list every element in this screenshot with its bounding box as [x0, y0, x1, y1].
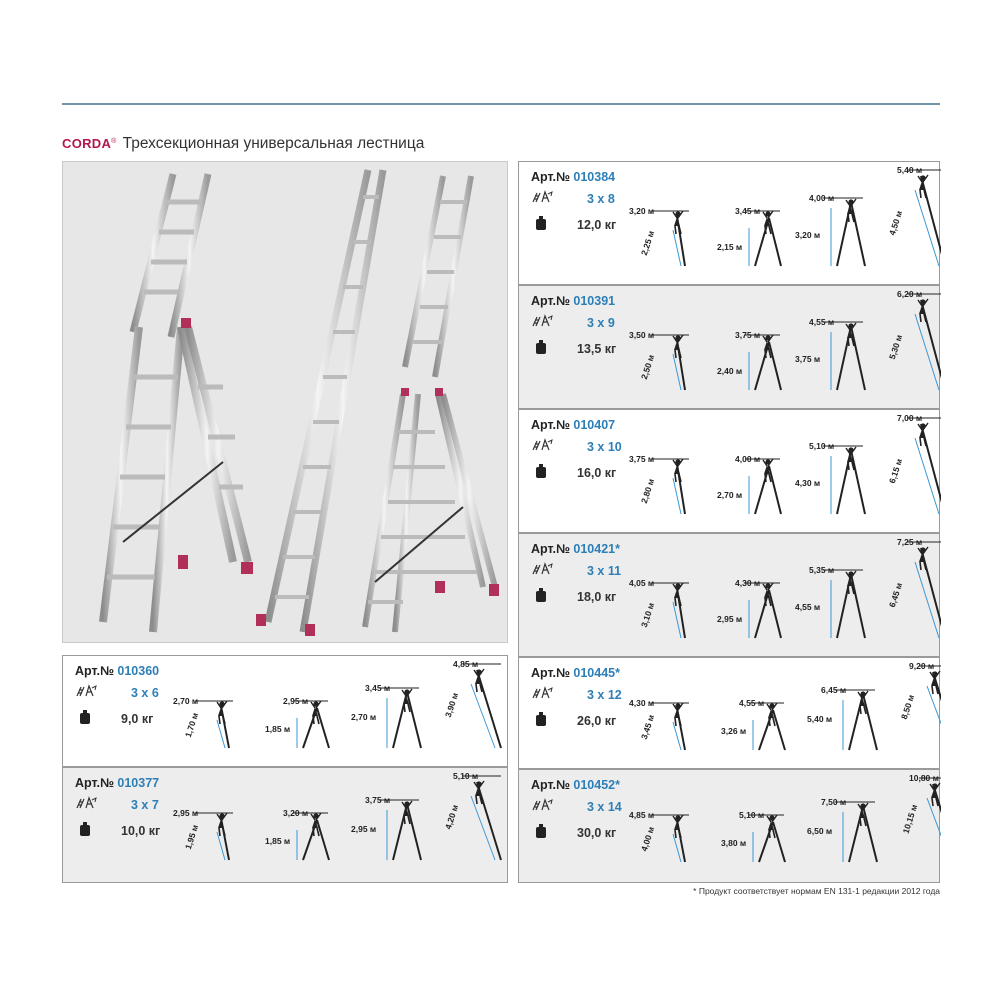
mode2-length-label: 1,85 м	[265, 836, 291, 846]
mode1-height-label: 3,20 м	[629, 206, 655, 216]
mode1-height-label: 4,85 м	[629, 810, 655, 820]
page-title-text: Трехсекционная универсальная лестница	[122, 135, 425, 152]
article-prefix: Арт.№	[75, 664, 118, 678]
weight-value: 10,0 кг	[121, 824, 161, 838]
article-prefix: Арт.№	[531, 294, 574, 308]
weight-value: 26,0 кг	[577, 714, 617, 728]
mode4-height-label: 10,80 м	[909, 773, 939, 783]
product-card	[62, 767, 508, 883]
weight-value: 13,5 кг	[577, 342, 617, 356]
mode3-length-label: 3,20 м	[795, 230, 821, 240]
mode2-height-label: 3,20 м	[283, 808, 309, 818]
mode4-length-label: 8,50 м	[898, 693, 917, 721]
article-prefix: Арт.№	[531, 170, 574, 184]
configuration-value: 3 x 9	[587, 316, 615, 330]
usage-diagrams	[519, 286, 941, 410]
mode2-height-label: 3,45 м	[735, 206, 761, 216]
mode1-length-label: 3,45 м	[638, 713, 657, 741]
product-card	[518, 409, 940, 533]
usage-diagrams	[519, 658, 941, 770]
usage-diagrams	[63, 768, 509, 884]
mode1-height-label: 3,50 м	[629, 330, 655, 340]
mode3-length-label: 2,70 м	[351, 712, 377, 722]
mode3-height-label: 5,10 м	[809, 441, 835, 451]
mode1-height-label: 4,30 м	[629, 698, 655, 708]
article-value: 010407	[573, 418, 616, 432]
mode4-length-label: 4,50 м	[886, 209, 905, 237]
brand-logo: CORDA®	[62, 136, 117, 151]
mode4-length-label: 4,20 м	[442, 803, 461, 831]
mode4-length-label: 3,90 м	[442, 691, 461, 719]
mode1-length-label: 1,95 м	[182, 823, 201, 851]
mode2-height-label: 4,55 м	[739, 698, 765, 708]
product-photo	[62, 161, 508, 643]
mode3-height-label: 3,45 м	[365, 683, 391, 693]
mode4-height-label: 9,20 м	[909, 661, 935, 671]
article-value: 010377	[117, 776, 160, 790]
mode1-length-label: 2,25 м	[638, 229, 657, 257]
usage-diagrams	[63, 656, 509, 768]
mode4-length-label: 6,45 м	[886, 581, 905, 609]
article-value: 010421*	[573, 542, 620, 556]
mode3-length-label: 3,75 м	[795, 354, 821, 364]
mode3-length-label: 5,40 м	[807, 714, 833, 724]
mode2-height-label: 5,10 м	[739, 810, 765, 820]
mode4-height-label: 5,40 м	[897, 165, 923, 175]
mode3-height-label: 7,50 м	[821, 797, 847, 807]
mode2-length-label: 2,95 м	[717, 614, 743, 624]
mode3-length-label: 6,50 м	[807, 826, 833, 836]
mode2-height-label: 2,95 м	[283, 696, 309, 706]
article-prefix: Арт.№	[531, 418, 574, 432]
page-title	[62, 135, 424, 153]
mode3-height-label: 6,45 м	[821, 685, 847, 695]
configuration-value: 3 x 7	[131, 798, 159, 812]
weight-value: 9,0 кг	[121, 712, 154, 726]
mode4-length-label: 5,30 м	[886, 333, 905, 361]
mode3-height-label: 5,35 м	[809, 565, 835, 575]
configuration-value: 3 x 10	[587, 440, 622, 454]
mode4-height-label: 6,20 м	[897, 289, 923, 299]
product-card	[518, 657, 940, 769]
mode2-height-label: 4,00 м	[735, 454, 761, 464]
weight-value: 16,0 кг	[577, 466, 617, 480]
product-card	[518, 533, 940, 657]
weight-value: 12,0 кг	[577, 218, 617, 232]
article-value: 010360	[117, 664, 160, 678]
configuration-value: 3 x 14	[587, 800, 622, 814]
footnote: * Продукт соответствует нормам EN 131-1 редакции 2012 года	[693, 886, 940, 896]
mode1-length-label: 4,00 м	[638, 825, 657, 853]
mode3-length-label: 4,30 м	[795, 478, 821, 488]
configuration-value: 3 x 12	[587, 688, 622, 702]
ladder-extended-image	[256, 170, 383, 636]
usage-diagrams	[519, 534, 941, 658]
article-value: 010445*	[573, 666, 620, 680]
article-prefix: Арт.№	[531, 542, 574, 556]
mode1-length-label: 3,10 м	[638, 601, 657, 629]
mode1-length-label: 2,50 м	[638, 353, 657, 381]
ladders-illustration	[63, 162, 508, 643]
mode1-height-label: 2,95 м	[173, 808, 199, 818]
product-card	[518, 161, 940, 285]
mode4-height-label: 4,85 м	[453, 659, 479, 669]
configuration-value: 3 x 8	[587, 192, 615, 206]
mode4-height-label: 7,25 м	[897, 537, 923, 547]
mode4-length-label: 10,15 м	[900, 803, 920, 835]
article-value: 010452*	[573, 778, 620, 792]
mode2-length-label: 3,80 м	[721, 838, 747, 848]
mode3-height-label: 3,75 м	[365, 795, 391, 805]
article-value: 010384	[573, 170, 616, 184]
mode1-height-label: 3,75 м	[629, 454, 655, 464]
usage-diagrams	[519, 770, 941, 884]
usage-diagrams	[519, 410, 941, 534]
mode2-length-label: 1,85 м	[265, 724, 291, 734]
mode4-height-label: 7,00 м	[897, 413, 923, 423]
mode3-height-label: 4,00 м	[809, 193, 835, 203]
usage-diagrams	[519, 162, 941, 286]
ladder-section-image	[405, 176, 471, 377]
article-prefix: Арт.№	[75, 776, 118, 790]
product-card	[518, 769, 940, 883]
weight-value: 18,0 кг	[577, 590, 617, 604]
mode3-length-label: 4,55 м	[795, 602, 821, 612]
weight-value: 30,0 кг	[577, 826, 617, 840]
article-value: 010391	[573, 294, 616, 308]
mode1-length-label: 1,70 м	[182, 711, 201, 739]
configuration-value: 3 x 11	[587, 564, 622, 578]
mode4-height-label: 5,10 м	[453, 771, 479, 781]
mode2-length-label: 3,26 м	[721, 726, 747, 736]
mode1-height-label: 4,05 м	[629, 578, 655, 588]
mode2-length-label: 2,40 м	[717, 366, 743, 376]
mode3-height-label: 4,55 м	[809, 317, 835, 327]
mode2-height-label: 4,30 м	[735, 578, 761, 588]
article-prefix: Арт.№	[531, 778, 574, 792]
product-card	[62, 655, 508, 767]
mode2-length-label: 2,70 м	[717, 490, 743, 500]
ladder-aframe-extended-image	[103, 174, 253, 632]
mode2-height-label: 3,75 м	[735, 330, 761, 340]
header-rule	[62, 103, 940, 105]
mode3-length-label: 2,95 м	[351, 824, 377, 834]
article-prefix: Арт.№	[531, 666, 574, 680]
mode2-length-label: 2,15 м	[717, 242, 743, 252]
ladder-aframe-image	[365, 388, 499, 632]
mode1-length-label: 2,80 м	[638, 477, 657, 505]
product-card	[518, 285, 940, 409]
mode4-length-label: 6,15 м	[886, 457, 905, 485]
mode1-height-label: 2,70 м	[173, 696, 199, 706]
configuration-value: 3 x 6	[131, 686, 159, 700]
